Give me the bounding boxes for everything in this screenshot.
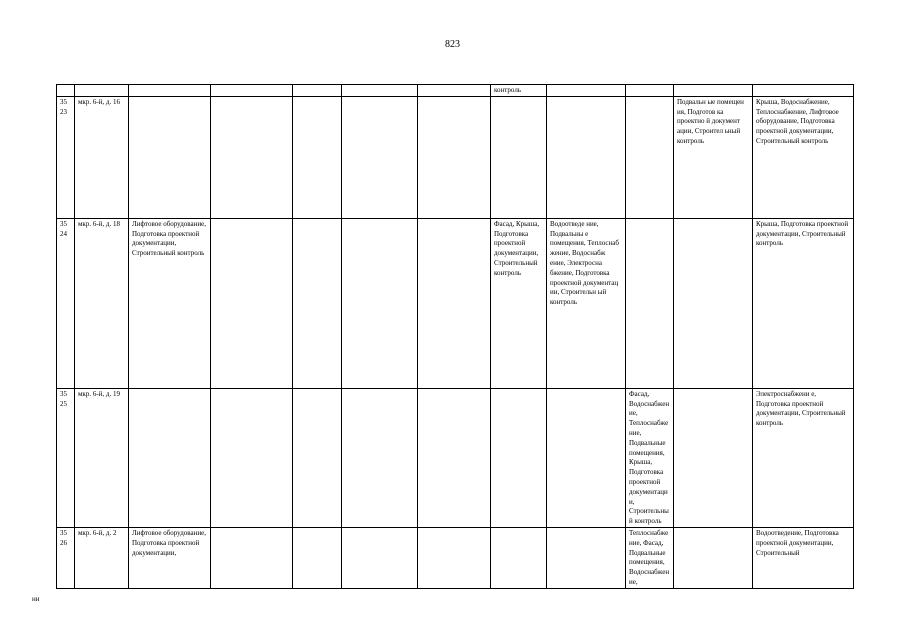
cell [342,85,418,97]
cell [211,527,293,588]
cell: Фасад, Крыша, Подготовка проектной документации, Строительный контроль [491,218,547,388]
cell: Подвальн ые помещен ия, Подготов ка проектно й документ ации, Строител ьный контроль [674,96,753,218]
cell [293,527,342,588]
repair-schedule-table [56,84,854,589]
cell [293,85,342,97]
cell [342,527,418,588]
cell [418,96,491,218]
cell: Электроснабжени е, Подготовка проектной документации, Строительный контроль [753,388,854,527]
cell [418,527,491,588]
cell [547,96,626,218]
cell [418,85,491,97]
address-cell: мкр. 6-й, д. 19 [75,388,129,527]
cell [626,218,674,388]
cell: Водоотведение, Подготовка проектной документации, Строительный [753,527,854,588]
footer-note: ни [32,595,40,603]
cell [342,388,418,527]
address-cell: мкр. 6-й, д. 16 [75,96,129,218]
cell [626,85,674,97]
cell: Крыша, Водоснабжение, Теплоснабжение, Лифтовое оборудование, Подготовка проектной документации, Строительный контроль [753,96,854,218]
cell [674,218,753,388]
cell [626,96,674,218]
cell [211,388,293,527]
cell: Лифтовое оборудование, Подготовка проектной документации, [129,527,211,588]
cell: Лифтовое оборудование, Подготовка проектной документации, Строительный контроль [129,218,211,388]
cell [674,527,753,588]
cell: Крыша, Подготовка проектной документации, Строительный контроль [753,218,854,388]
cell: контроль [491,85,547,97]
cell [753,85,854,97]
cell [293,218,342,388]
cell [547,388,626,527]
cell [211,96,293,218]
cell: Фасад, Водоснабжение, Теплоснабжение, Подвальные помещения, Крыша, Подготовка проектной документации, Строительный контроль [626,388,674,527]
cell [342,218,418,388]
cell [342,96,418,218]
cell [129,388,211,527]
cell: Водоотведе ние, Подвальны е помещения, Теплоснаб жение, Водоснабж ение, Электросна бжение, Подготовка проектной документац ии, Строительн ый контроль [547,218,626,388]
cell [129,96,211,218]
row-number: 35 25 [57,388,75,527]
cell [211,218,293,388]
row-number: 35 24 [57,218,75,388]
cell [75,85,129,97]
cell: Теплоснабжение, Фасад, Подвальные помещения, Водоснабжение, [626,527,674,588]
continuation-row [57,85,854,97]
row-number: 35 26 [57,527,75,588]
cell [491,527,547,588]
cell [418,388,491,527]
row-number: 35 23 [57,96,75,218]
table-row [57,218,854,388]
page-number: 823 [445,39,460,50]
cell [547,527,626,588]
table-row [57,96,854,218]
cell [547,85,626,97]
cell [211,85,293,97]
cell [418,218,491,388]
cell [129,85,211,97]
cell [57,85,75,97]
address-cell: мкр. 6-й, д. 18 [75,218,129,388]
cell [293,96,342,218]
table-row [57,527,854,588]
cell [293,388,342,527]
cell [491,388,547,527]
address-cell: мкр. 6-й, д. 2 [75,527,129,588]
cell [491,96,547,218]
cell [674,85,753,97]
table-row [57,388,854,527]
cell [674,388,753,527]
